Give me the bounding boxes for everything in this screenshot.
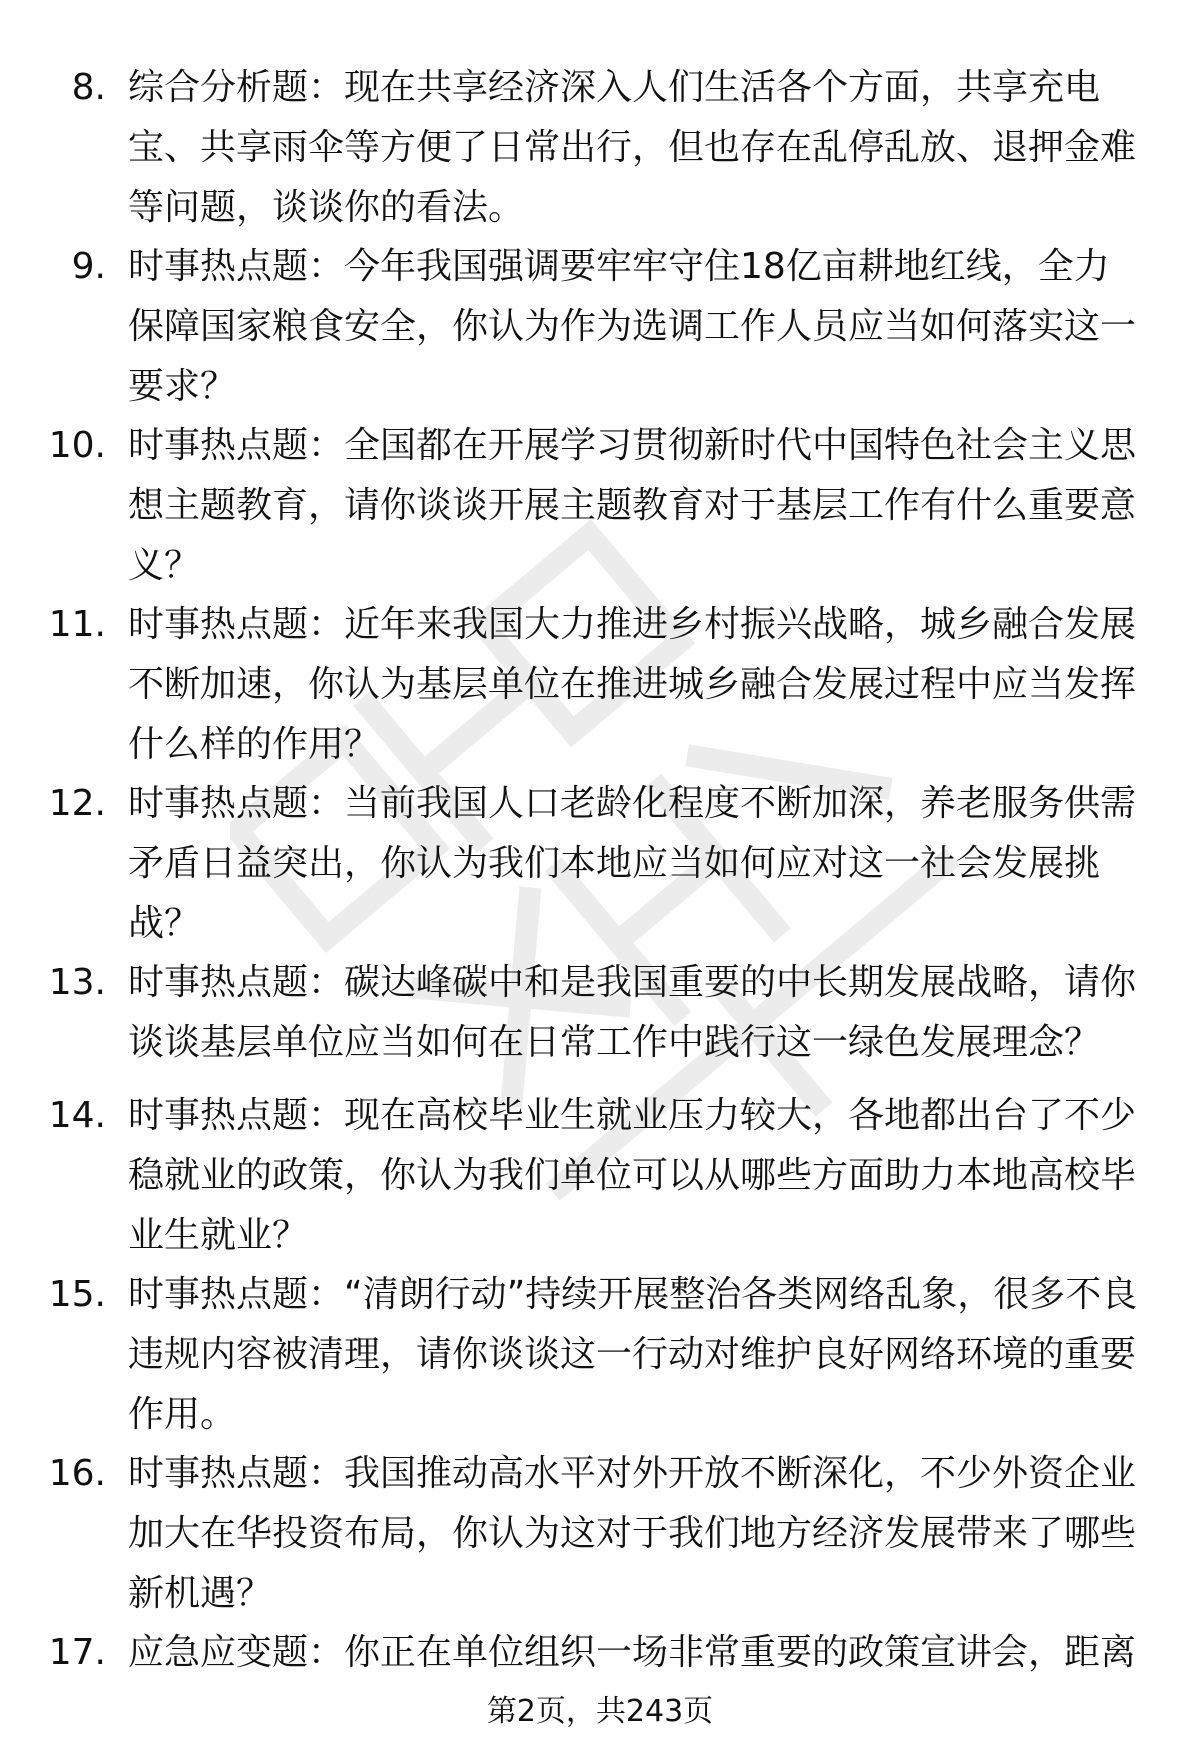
- question-text: 时事热点题：碳达峰碳中和是我国重要的中长期发展战略，请你谈谈基层单位应当如何在日常工作中践行这一绿色发展理念？: [128, 962, 1137, 1063]
- question-number: 13.: [48, 962, 106, 1003]
- question-text: 时事热点题：我国推动高水平对外开放不断深化，不少外资企业加大在华投资布局，你认为这对于我们地方经济发展带来了哪些新机遇？: [128, 1453, 1137, 1614]
- question-number: 15.: [48, 1274, 106, 1315]
- question-text: 时事热点题：今年我国强调要牢牢守住18亿亩耕地红线，全力保障国家粮食安全，你认为作为选调工作人员应当如何落实这一要求？: [128, 246, 1137, 407]
- question-number: 9.: [71, 246, 106, 287]
- question-number: 12.: [48, 783, 106, 824]
- question-text: 时事热点题：“清朗行动”持续开展整治各类网络乱象，很多不良违规内容被清理，请你谈谈这一行动对维护良好网络环境的重要作用。: [128, 1274, 1138, 1435]
- question-text: 时事热点题：当前我国人口老龄化程度不断加深，养老服务供需矛盾日益突出，你认为我们本地应当如何应对这一社会发展挑战？: [128, 783, 1137, 944]
- question-text: 应急应变题：你正在单位组织一场非常重要的政策宣讲会，距离: [128, 1632, 1137, 1673]
- question-text: 时事热点题：近年来我国大力推进乡村振兴战略，城乡融合发展不断加速，你认为基层单位在推进城乡融合发展过程中应当发挥什么样的作用？: [128, 604, 1137, 765]
- page-number-footer: 第2页，共243页: [486, 1694, 714, 1729]
- question-number: 16.: [48, 1453, 106, 1494]
- question-text: 时事热点题：现在高校毕业生就业压力较大，各地都出台了不少稳就业的政策，你认为我们单位可以从哪些方面助力本地高校毕业生就业？: [128, 1095, 1137, 1256]
- question-number: 8.: [71, 67, 106, 108]
- question-number: 11.: [48, 604, 106, 645]
- question-number: 14.: [48, 1095, 106, 1136]
- question-text: 综合分析题：现在共享经济深入人们生活各个方面，共享充电宝、共享雨伞等方便了日常出行，但也存在乱停乱放、退押金难等问题，谈谈你的看法。: [128, 67, 1137, 228]
- question-text: 时事热点题：全国都在开展学习贯彻新时代中国特色社会主义思想主题教育，请你谈谈开展主题教育对于基层工作有什么重要意义？: [128, 425, 1137, 586]
- question-number: 17.: [48, 1632, 106, 1673]
- question-number: 10.: [48, 425, 106, 466]
